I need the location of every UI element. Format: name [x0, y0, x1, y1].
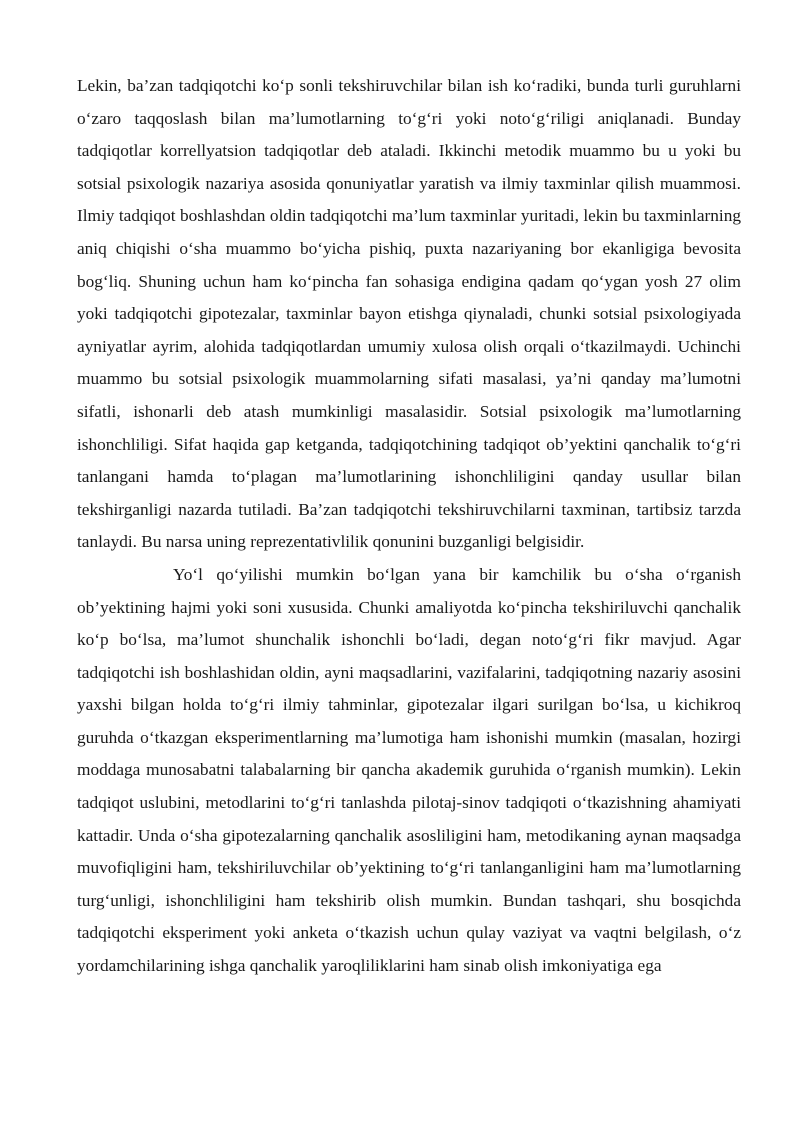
paragraph-1: Lekin, ba’zan tadqiqotchi ko‘p sonli tekshiruvchilar bilan ish ko‘radiki, bunda turli guruhlarni o‘zaro taqqoslash bilan ma’lumotlarning to‘g‘ri yoki noto‘g‘riligi aniqlanadi. Bunday tadqiqotlar korrellyatsion tadqiqotlar deb ataladi. Ikkinchi metodik muammo bu u yoki bu sotsial psixologik nazariya asosida qonuniyatlar yaratish va ilmiy taxminlar qilish muammosi. Ilmiy tadqiqot boshlashdan oldin tadqiqotchi ma’lum taxminlar yuritadi, lekin bu taxminlarning aniq chiqishi o‘sha muammo bo‘yicha pishiq, puxta nazariyaning bor ekanligiga bevosita bog‘liq. Shuning uchun ham ko‘pincha fan sohasiga endigina qadam qo‘ygan yosh 27 olim yoki tadqiqotchi gipotezalar, taxminlar bayon etishga qiynaladi, chunki sotsial psixologiyada ayniyatlar ayrim, alohida tadqiqotlardan umumiy xulosa olish orqali o‘tkazilmaydi. Uchinchi muammo bu sotsial psixologik muammolarning sifati masalasi, ya’ni qanday ma’lumotni sifatli, ishonarli deb atash mumkinligi masalasidir. Sotsial psixologik ma’lumotlarning ishonchliligi. Sifat haqida gap ketganda, tadqiqotchining tadqiqot ob’yektini qanchalik to‘g‘ri tanlangani hamda to‘plagan ma’lumotlarining ishonchliligini qanday usullar bilan tekshirganligi nazarda tutiladi. Ba’zan tadqiqotchi tekshiruvchilarni taxminan, tartibsiz tarzda tanlaydi. Bu narsa uning reprezentativlilik qonunini buzganligi belgisidir.	[77, 76, 741, 552]
paragraph-2: Yo‘l qo‘yilishi mumkin bo‘lgan yana bir kamchilik bu o‘sha o‘rganish ob’yektining hajmi yoki soni xususida. Chunki amaliyotda ko‘pincha tekshiriluvchi qanchalik ko‘p bo‘lsa, ma’lumot shunchalik ishonchli bo‘ladi, degan noto‘g‘ri fikr mavjud. Agar tadqiqotchi ish boshlashidan oldin, ayni maqsadlarini, vazifalarini, tadqiqotning nazariy asosini yaxshi bilgan holda to‘g‘ri ilmiy tahminlar, gipotezalar ilgari surilgan bo‘lsa, u kichikroq guruhda o‘tkazgan eksperimentlarning ma’lumotiga ham ishonishi mumkin (masalan, hozirgi moddaga munosabatni talabalarning bir qancha akademik guruhida o‘rganish mumkin). Lekin tadqiqot uslubini, metodlarini to‘g‘ri tanlashda pilotaj-sinov tadqiqoti o‘tkazishning ahamiyati kattadir. Unda o‘sha gipotezalarning qanchalik asosliligini ham, metodikaning aynan maqsadga muvofiqligini ham, tekshiriluvchilar ob’yektining to‘g‘ri tanlanganligini ham ma’lumotlarning turg‘unligi, ishonchliligini ham tekshirib olish mumkin. Bundan tashqari, shu bosqichda tadqiqotchi eksperiment yoki anketa o‘tkazish uchun qulay vaziyat va vaqtni belgilash, o‘z yordamchilarining ishga qanchalik yaroqliliklarini ham sinab olish imkoniyatiga ega	[77, 564, 741, 976]
document-page	[77, 70, 741, 983]
